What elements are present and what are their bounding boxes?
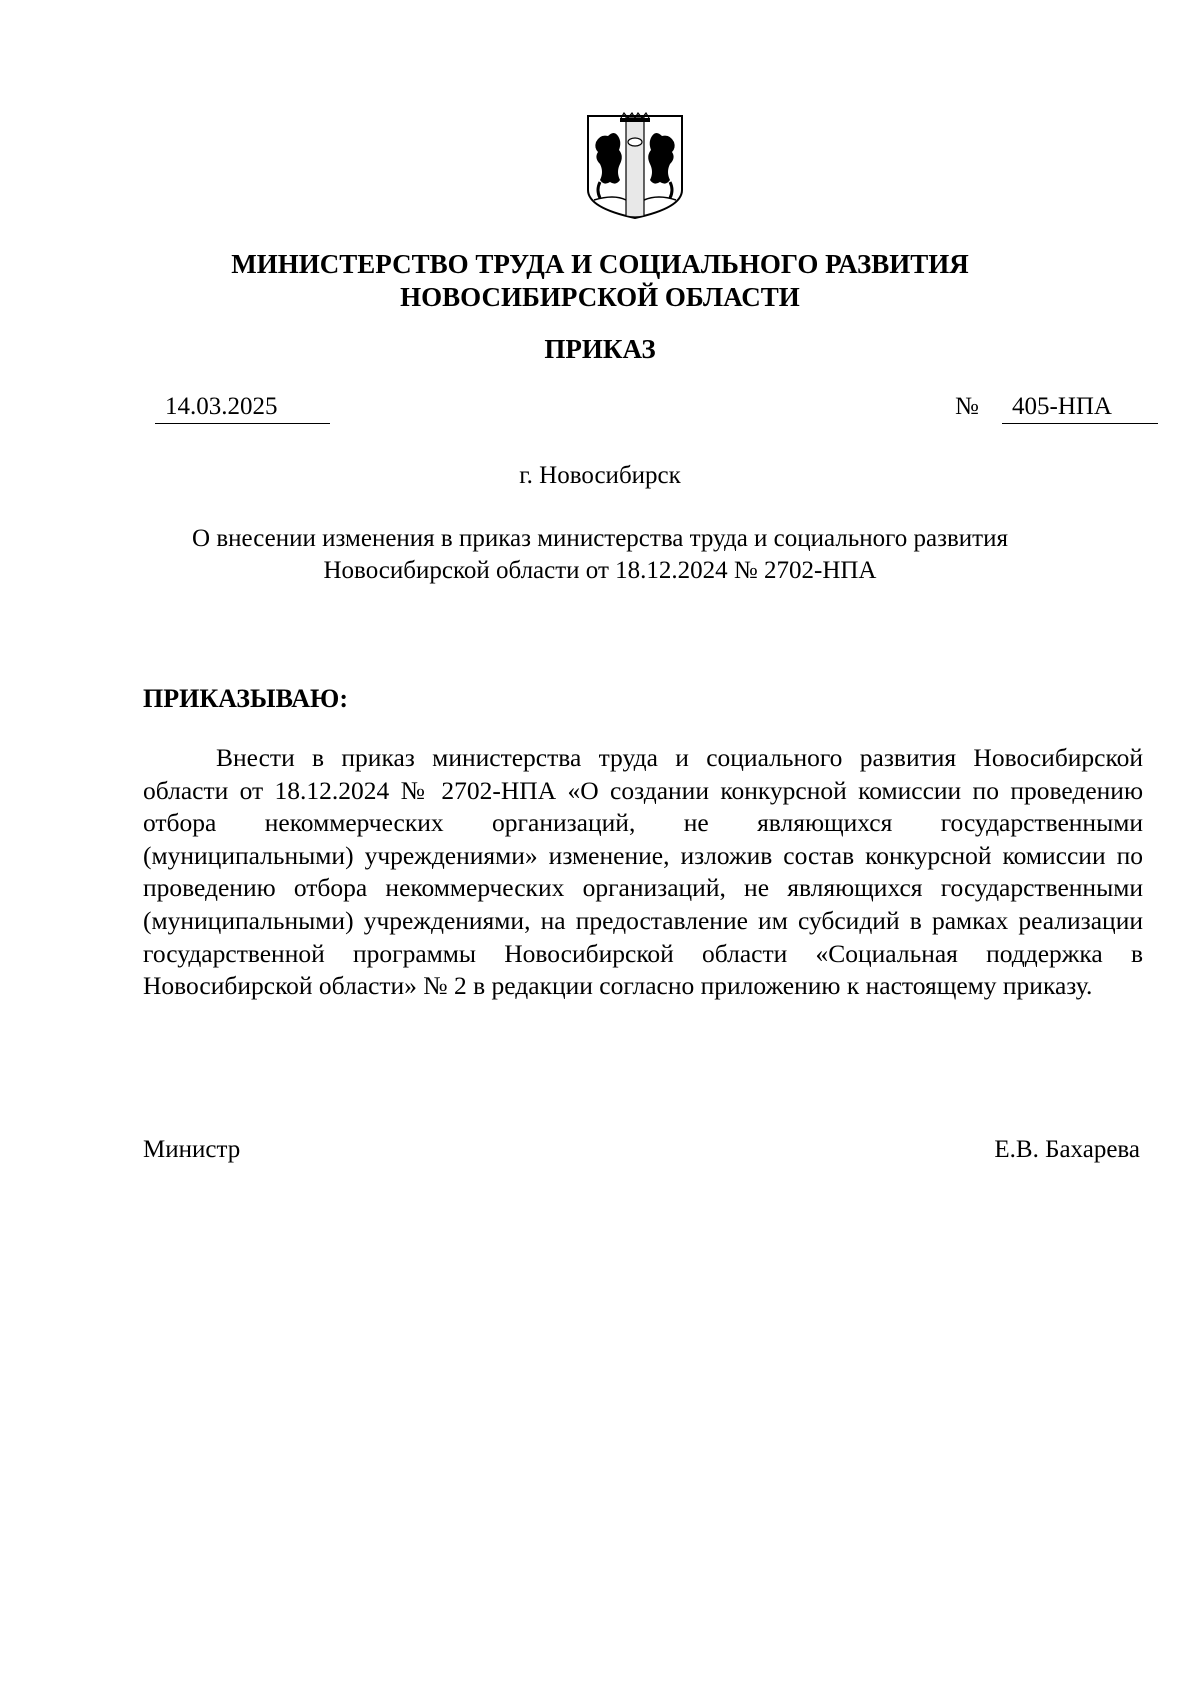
- ministry-name-line2: НОВОСИБИРСКОЙ ОБЛАСТИ: [400, 282, 800, 312]
- order-body-paragraph: Внести в приказ министерства труда и социального развития Новосибирской области от 18.12.2024 № 2702-НПА «О создании конкурсной комиссии по проведению отбора некоммерческих организаций, не являющихся государственными (муниципальными) учреждениями» изменение, изложив состав конкурсной комиссии по проведению отбора некоммерческих организаций, не являющихся государственными (муниципальными) учреждениями, на предоставление им субсидий в рамках реализации государственной программы Новосибирской области «Социальная поддержка в Новосибирской области» № 2 в редакции согласно приложению к настоящему приказу.: [143, 743, 1143, 1001]
- decree-heading: ПРИКАЗЫВАЮ:: [143, 684, 348, 713]
- order-date: 14.03.2025: [155, 391, 330, 424]
- ministry-name: [0, 248, 1200, 314]
- city: г. Новосибирск: [519, 462, 681, 489]
- signatory-name: Е.В. Бахарева: [994, 1136, 1140, 1163]
- order-number: 405-НПА: [1002, 391, 1158, 424]
- number-sign: №: [955, 393, 979, 420]
- ministry-name-line1: МИНИСТЕРСТВО ТРУДА И СОЦИАЛЬНОГО РАЗВИТИЯ: [231, 249, 969, 279]
- signatory-role: Министр: [143, 1136, 241, 1163]
- order-subject: [0, 523, 1200, 587]
- subject-line2: Новосибирской области от 18.12.2024 № 2702-НПА: [323, 557, 877, 584]
- subject-line1: О внесении изменения в приказ министерства труда и социального развития: [192, 525, 1008, 552]
- coat-of-arms-icon: [586, 112, 684, 220]
- document-type: ПРИКАЗ: [544, 334, 656, 364]
